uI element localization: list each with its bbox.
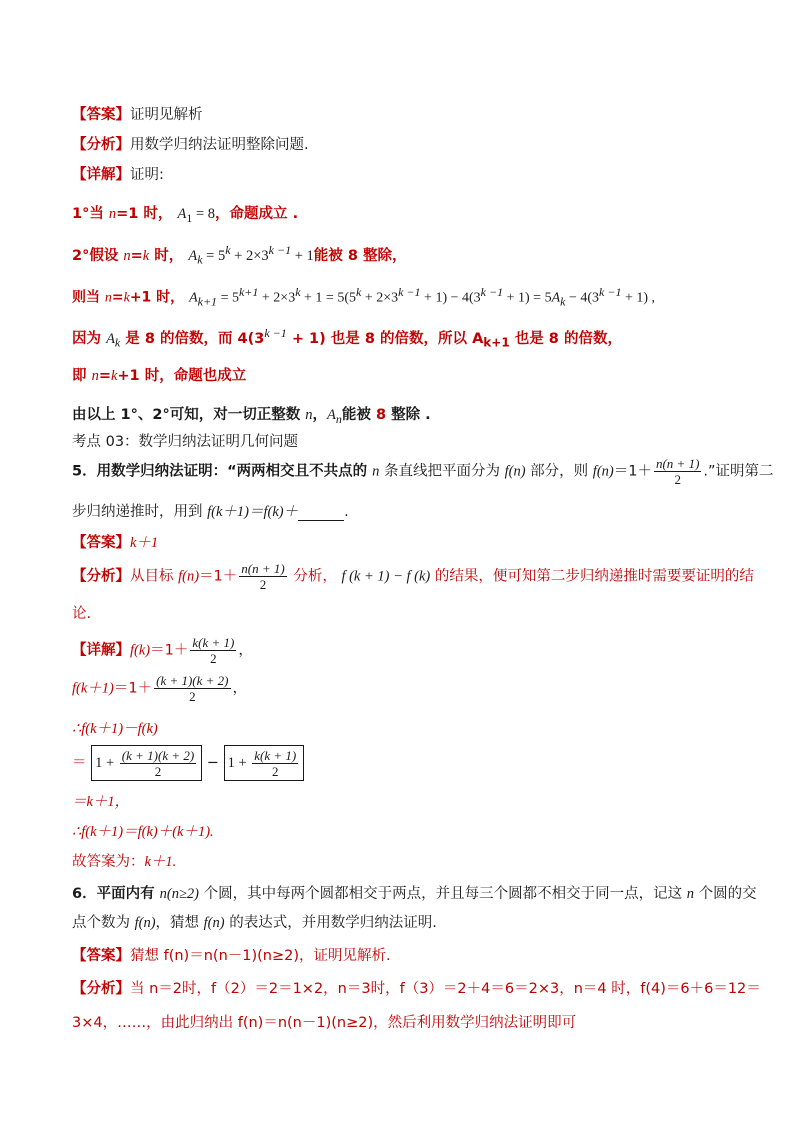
sub: k+1 — [483, 335, 510, 350]
answer-tag: 【答案】 — [72, 107, 130, 123]
question-5-line-2 — [72, 500, 349, 521]
answer-tag: 【答案】 — [72, 948, 130, 964]
text-part: 的倍数，而 4(3 — [154, 330, 265, 347]
answer-line-6 — [72, 944, 391, 965]
fraction — [190, 635, 236, 666]
text-part: ， — [312, 407, 328, 423]
func-fk: f(k) — [130, 642, 151, 659]
var-A: A — [189, 290, 198, 306]
var-A: A — [188, 247, 198, 264]
analysis-line-1 — [72, 133, 309, 154]
text-part: 能被 — [313, 247, 348, 264]
sup: k −1 — [398, 285, 421, 299]
text-part: ＝1＋ — [613, 463, 652, 480]
text-part: 点个数为 — [72, 915, 135, 931]
expr: f (k + 1) − f (k) — [341, 568, 431, 585]
text-part: 由以上 1°、2°可知，对一切正整数 — [72, 407, 306, 423]
text-part: 1 + — [95, 755, 118, 771]
var-n: n — [372, 463, 380, 480]
text-part: ， — [238, 642, 253, 659]
text-part: 的倍数，所以 — [374, 330, 473, 347]
expr-part: + 1) − 4(3 — [420, 290, 481, 306]
eq-8: = 8 — [192, 206, 216, 222]
expr-part: − 4(3 — [565, 290, 600, 306]
number-8: 8 — [347, 247, 358, 264]
expr-part: + 1) = 5 — [503, 290, 552, 306]
var-n: n — [305, 407, 313, 423]
func-fn: f(n) — [592, 463, 614, 480]
text-part: .”证明第二 — [703, 463, 774, 480]
var-n: n — [123, 247, 131, 264]
text-part: 的倍数， — [558, 330, 622, 347]
denominator: 2 — [189, 689, 196, 704]
sup: k −1 — [268, 243, 292, 257]
text-part: 也是 — [509, 330, 549, 347]
sup: k — [295, 285, 301, 299]
step3-prefix: 则当 — [72, 289, 105, 306]
func-fn: f(n) — [504, 463, 526, 480]
sup: k — [355, 285, 362, 299]
key-point-heading — [72, 430, 298, 451]
text-part: 因为 — [72, 330, 107, 347]
denominator: 2 — [259, 577, 267, 592]
step1-prefix: 1°当 — [72, 206, 109, 222]
text-part: 条直线把平面分为 — [379, 463, 505, 480]
text-part: 即 — [72, 368, 92, 384]
answer-text: 猜想 f(n)＝n(n－1)(n≥2)，证明见解析. — [130, 948, 391, 964]
var-n: n(n≥2) — [159, 886, 200, 902]
sup: k — [225, 243, 231, 257]
detail-line-5g — [72, 850, 176, 871]
fraction — [154, 673, 230, 704]
var-n: n — [104, 290, 112, 306]
text-part: 能被 — [341, 407, 376, 423]
sub-1: 1 — [186, 210, 193, 225]
var-n: n — [108, 206, 117, 222]
text-part: 分析， — [288, 568, 342, 585]
key-point-text: 考点 03：数学归纳法证明几何问题 — [72, 434, 299, 450]
expr-part: + 2×3 — [258, 290, 296, 306]
text-part: 1 + — [227, 755, 251, 771]
text-part: ，猜想 — [155, 915, 204, 931]
answer-line-1 — [72, 103, 203, 124]
step2-prefix: 2°假设 — [72, 247, 124, 264]
text-part: 当 n＝2时，f（2）＝2＝1×2，n＝3时，f（3）＝2＋4＝6＝2×3，n＝4 时，f(4)＝6＋6＝12＝ — [130, 981, 761, 997]
numerator: (k + 1)(k + 2) — [156, 673, 229, 688]
detail-line-5f — [72, 820, 214, 841]
eq-sign: = — [111, 289, 124, 306]
text-part: 从目标 — [130, 568, 179, 585]
text-part: ＝1＋ — [150, 642, 189, 659]
numerator: k(k + 1) — [192, 635, 235, 650]
bracket-2 — [224, 745, 305, 781]
answer-blank[interactable] — [298, 506, 344, 521]
sub-k: k — [197, 252, 203, 267]
eq-sign: ＝ — [72, 755, 87, 771]
detail-tag: 【详解】 — [72, 167, 130, 183]
numerator: k(k + 1) — [254, 747, 297, 763]
text-part: +1 时，命题也成立 — [117, 368, 247, 384]
text-part: 个圆，其中每两个圆都相交于两点，并且每三个圆都不相交于同一点，记这 — [199, 886, 687, 902]
eq-sign: = — [98, 368, 111, 384]
var-A: A — [551, 290, 561, 306]
expr: ＝k＋1， — [72, 794, 130, 810]
proof-step-5 — [72, 364, 246, 385]
detail-line-5c — [72, 717, 158, 738]
var-A: A — [327, 407, 336, 423]
answer-tag: 【答案】 — [72, 535, 130, 551]
analysis-text: 用数学归纳法证明整除问题. — [130, 137, 309, 153]
fraction — [252, 748, 298, 779]
detail-tag: 【详解】 — [72, 642, 130, 659]
text-part: ＝1＋ — [199, 568, 238, 585]
detail-line-5a — [72, 635, 253, 666]
analysis-tag: 【分析】 — [72, 981, 130, 997]
eq-sign: = — [130, 247, 143, 264]
number-8: 8 — [364, 330, 375, 347]
text-part: + 1) 也是 — [286, 330, 365, 347]
fraction — [120, 748, 196, 779]
denominator: 2 — [674, 472, 681, 487]
question-6-line-2 — [72, 911, 437, 932]
var-k: k — [123, 290, 130, 306]
analysis-line-5 — [72, 561, 754, 592]
detail-line-5b — [72, 673, 247, 704]
func-fn: f(n) — [134, 915, 156, 931]
step1-cond: =1 时， — [116, 206, 178, 222]
fraction — [239, 561, 286, 592]
sup: k −1 — [264, 326, 287, 340]
expr-part: + 1) , — [621, 290, 656, 306]
text-part: 整除 . — [386, 407, 431, 423]
func-fn: f(n) — [203, 915, 225, 931]
expr: f(k＋1)＝f(k)＋ — [207, 504, 299, 520]
sup: k+1 — [238, 285, 259, 299]
text-part: 个圆的交 — [693, 886, 757, 902]
minus-sign: − — [202, 755, 224, 771]
numerator: (k + 1)(k + 2) — [121, 747, 195, 763]
analysis-tag: 【分析】 — [72, 568, 130, 585]
answer-text: k＋1 — [130, 535, 159, 551]
analysis-tag: 【分析】 — [72, 137, 130, 153]
expr: ∴f(k＋1)＝f(k)＋(k＋1). — [72, 824, 214, 840]
expr: k＋1. — [144, 854, 177, 870]
number-8: 8 — [548, 330, 559, 347]
var-A: A — [106, 330, 115, 347]
step1-conclusion: ，命题成立 . — [215, 206, 299, 222]
denominator: 2 — [154, 763, 162, 779]
expr-part: + 1 = 5(5 — [300, 290, 356, 306]
denominator: 2 — [210, 651, 217, 666]
analysis-line-5b — [72, 602, 91, 623]
text-part: 的结果，便可知第二步归纳递推时需要要证明的结 — [430, 568, 754, 585]
expr-part: = 5 — [202, 247, 226, 264]
sub: k+1 — [197, 294, 218, 309]
text-part: 5．用数学归纳法证明：“两两相交且不共点的 — [72, 463, 373, 480]
sup: k −1 — [599, 285, 622, 299]
sub-n: n — [335, 411, 342, 426]
proof-step-2 — [72, 243, 407, 268]
var-n: n — [686, 886, 694, 902]
bracket-1 — [91, 745, 202, 781]
text-part: 3×4，……，由此归纳出 f(n)＝n(n－1)(n≥2)，然后利用数学归纳法证明即可 — [72, 1015, 577, 1031]
denominator: 2 — [272, 763, 279, 779]
text-part: 论. — [72, 606, 92, 622]
detail-text: 证明: — [130, 167, 164, 183]
text-part: . — [344, 504, 349, 520]
text-part: 是 — [120, 330, 145, 347]
expr-part: + 1 — [291, 247, 314, 264]
sub: k — [560, 294, 566, 309]
proof-conclusion — [72, 403, 431, 427]
var-A: A — [177, 206, 187, 222]
detail-line-5d — [72, 745, 304, 781]
expr-part: + 2×3 — [230, 247, 269, 264]
analysis-line-6b — [72, 1011, 576, 1032]
fraction — [654, 456, 701, 487]
number-8: 8 — [144, 330, 155, 347]
func-fk1: f(k＋1) — [72, 680, 114, 697]
number-8: 8 — [375, 407, 387, 423]
answer-line-5 — [72, 531, 158, 552]
proof-step-1 — [72, 202, 298, 226]
question-5-line-1 — [72, 456, 774, 487]
text-part: ＝1＋ — [113, 680, 153, 697]
var-k: k — [142, 247, 150, 264]
proof-step-3 — [72, 285, 655, 309]
text-part: 6．平面内有 — [72, 886, 160, 902]
question-6-line-1 — [72, 882, 757, 903]
sub-k: k — [114, 335, 121, 350]
detail-line-5e — [72, 790, 129, 811]
text-part: 整除， — [357, 247, 407, 264]
numerator: n(n + 1) — [241, 561, 285, 576]
step2-when: 时， — [149, 247, 189, 264]
text-part: 步归纳递推时，用到 — [72, 504, 208, 520]
numerator: n(n + 1) — [655, 456, 700, 471]
func-fn: f(n) — [178, 568, 200, 585]
proof-step-4 — [72, 326, 622, 351]
var-A: A — [472, 330, 484, 347]
detail-line-1 — [72, 163, 164, 184]
step3-when: +1 时， — [129, 289, 190, 306]
text-part: ， — [232, 680, 248, 697]
answer-text: 证明见解析 — [130, 107, 203, 123]
var-n: n — [91, 368, 99, 384]
analysis-line-6a — [72, 977, 761, 998]
sup: k −1 — [480, 285, 504, 299]
expr-part: = 5 — [217, 290, 239, 306]
expr: ∴f(k＋1)－f(k) — [72, 721, 158, 737]
text-part: 的表达式，并用数学归纳法证明. — [224, 915, 437, 931]
var-k: k — [110, 368, 118, 384]
text-part: 故答案为： — [72, 854, 145, 870]
expr-part: + 2×3 — [361, 290, 399, 306]
text-part: 部分，则 — [525, 463, 593, 480]
